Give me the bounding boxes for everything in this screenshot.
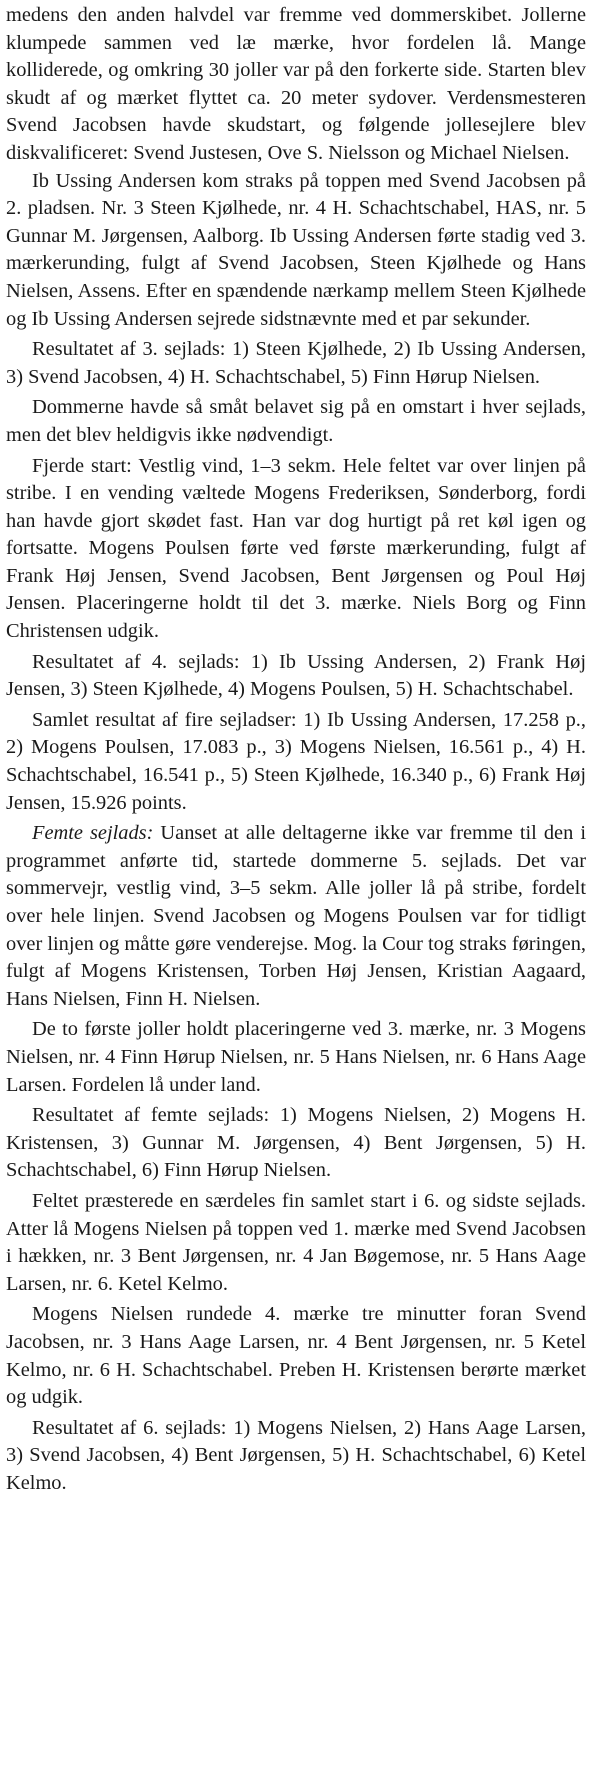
paragraph-text: Fjerde start: Vestlig vind, 1–3 sekm. Hele feltet var over linjen på stribe. I en vending væltede Mogens Frederiksen, Sønderborg, fordi han havde gjort skødet fast. Han var dog hurtigt på ret køl igen og fortsatte. Mogens Poulsen førte ved første mærkerunding, fulgt af Frank Høj Jensen, Svend Jacobsen, Bent Jørgensen og Poul Høj Jensen. Placeringerne holdt til det 3. mærke. Niels Borg og Finn Christensen udgik. [6, 454, 586, 643]
paragraph-race-5-result [6, 1102, 586, 1185]
paragraph-text: Resultatet af 6. sejlads: 1) Mogens Nielsen, 2) Hans Aage Larsen, 3) Svend Jacobsen, 4) Bent Jørgensen, 5) H. Schachtschabel, 6) Ketel Kelmo. [6, 1416, 586, 1494]
paragraph-race-6-result [6, 1415, 586, 1498]
paragraph-text: Resultatet af 3. sejlads: 1) Steen Kjølhede, 2) Ib Ussing Andersen, 3) Svend Jacobsen, 4) H. Schachtschabel, 5) Finn Hørup Nielsen. [6, 338, 586, 388]
section-lead: Femte sejlads: [32, 822, 154, 845]
paragraph-text: Resultatet af 4. sejlads: 1) Ib Ussing Andersen, 2) Frank Høj Jensen, 3) Steen Kjølhede, 4) Mogens Poulsen, 5) H. Schachtschabel. [6, 650, 586, 701]
paragraph-race-3-report [6, 168, 586, 334]
paragraph-fifth-race [6, 820, 586, 1013]
paragraph-sixth-race [6, 1188, 586, 1298]
paragraph-sixth-race-marks [6, 1301, 586, 1411]
paragraph-race-3-result [6, 336, 586, 391]
paragraph-text: Uanset at alle deltagerne ikke var fremme til den i programmet anførte tid, startede dommerne 5. sejlads. Det var sommervejr, vestlig vind, 3–5 sekm. Alle joller lå på stribe, fordelt over hele linjen. Svend Jacobsen og Mogens Poulsen var for tidligt over linjen og måtte gøre venderejse. Mog. la Cour tog straks føringen, fulgt af Mogens Kristensen, Torben Høj Jensen, Kristian Aagaard, Hans Nielsen, Finn H. Nielsen. [6, 822, 586, 1010]
paragraph-text: medens den anden halvdel var fremme ved dommerskibet. Jollerne klumpede sammen ved læ mærke, hvor fordelen lå. Mange kolliderede, og omkring 30 joller var på den forkerte side. Starten blev skudt af og mærket flyttet ca. 20 meter sydover. Verdensmesteren Svend Jacobsen havde skudstart, og følgende jollesejlere blev diskvalificeret: Svend Justesen, Ove S. Nielsson og Michael Nielsen. [6, 4, 586, 164]
paragraph-text: De to første joller holdt placeringerne ved 3. mærke, nr. 3 Mogens Nielsen, nr. 4 Finn Hørup Nielsen, nr. 5 Hans Nielsen, nr. 6 Hans Aage Larsen. Fordelen lå under land. [6, 1018, 586, 1096]
paragraph-text: Feltet præsterede en særdeles fin samlet start i 6. og sidste sejlads. Atter lå Mogens Nielsen på toppen ved 1. mærke med Svend Jacobsen i hækken, nr. 3 Bent Jørgensen, nr. 4 Jan Bøgemose, nr. 5 Hans Aage Larsen, nr. 6. Ketel Kelmo. [6, 1189, 586, 1295]
paragraph-fifth-race-marks [6, 1016, 586, 1099]
paragraph-text: Resultatet af femte sejlads: 1) Mogens Nielsen, 2) Mogens H. Kristensen, 3) Gunnar M. Jørgensen, 4) Bent Jørgensen, 5) H. Schachtschabel, 6) Finn Hørup Nielsen. [6, 1104, 586, 1182]
paragraph-race-start-continued [6, 2, 586, 168]
paragraph-text: Samlet resultat af fire sejladser: 1) Ib Ussing Andersen, 17.258 p., 2) Mogens Poulsen, 17.083 p., 3) Mogens Nielsen, 16.561 p., 4) H. Schachtschabel, 16.541 p., 5) Steen Kjølhede, 16.340 p., 6) Frank Høj Jensen, 15.926 points. [6, 708, 586, 814]
paragraph-fourth-start [6, 453, 586, 646]
paragraph-text: Dommerne havde så småt belavet sig på en omstart i hver sejlads, men det blev heldigvis ikke nødvendigt. [6, 396, 586, 446]
paragraph-race-4-result [6, 649, 586, 704]
paragraph-overall-standings [6, 707, 586, 817]
paragraph-text: Mogens Nielsen rundede 4. mærke tre minutter foran Svend Jacobsen, nr. 3 Hans Aage Larsen, nr. 4 Bent Jørgensen, nr. 5 Ketel Kelmo, nr. 6 H. Schachtschabel. Preben H. Kristensen berørte mærket og udgik. [6, 1303, 586, 1409]
paragraph-text: Ib Ussing Andersen kom straks på toppen med Svend Jacobsen på 2. pladsen. Nr. 3 Steen Kjølhede, nr. 4 H. Schachtschabel, HAS, nr. 5 Gunnar M. Jørgensen, Aalborg. Ib Ussing Andersen førte stadig ved 3. mærkerunding, fulgt af Svend Jacobsen, Steen Kjølhede og Hans Nielsen, Assens. Efter en spændende nærkamp mellem Steen Kjølhede og Ib Ussing Andersen sejrede sidstnævnte med et par sekunder. [6, 169, 586, 330]
paragraph-judges-note [6, 394, 586, 449]
